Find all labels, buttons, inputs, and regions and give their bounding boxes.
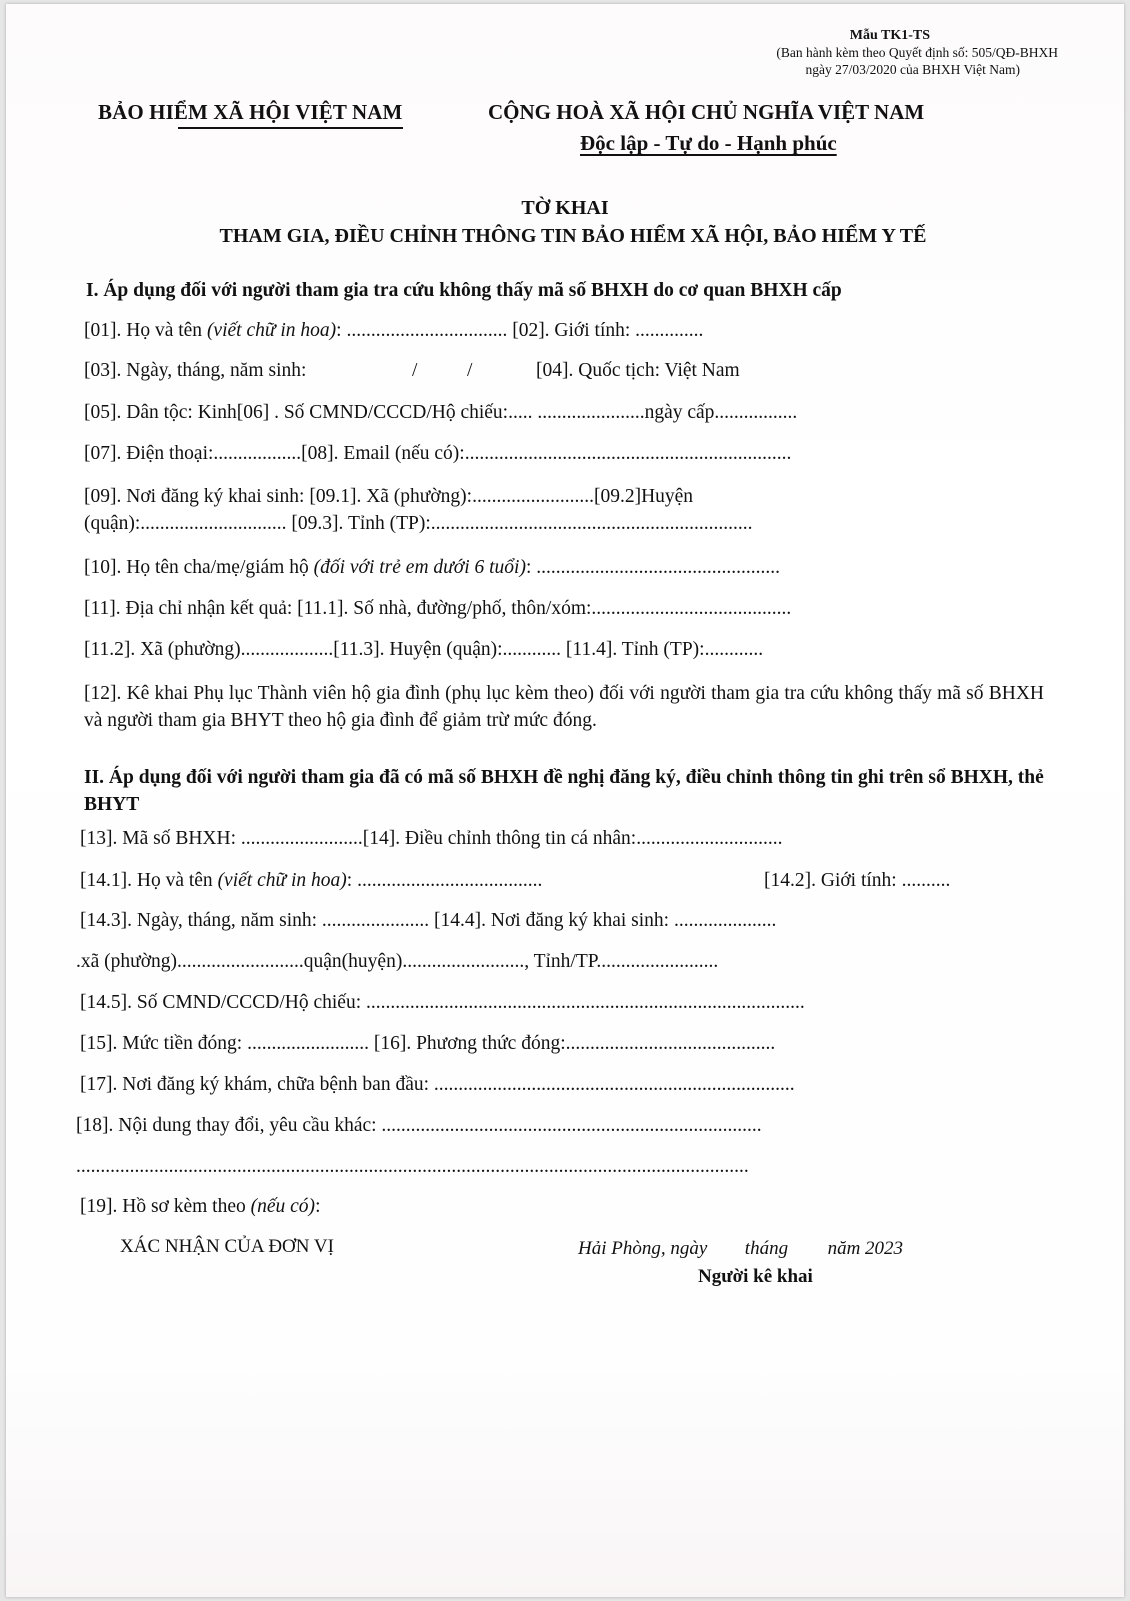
form-title: TỜ KHAI bbox=[521, 197, 609, 219]
field-14-1-label: [14.1]. Họ và tên bbox=[80, 870, 218, 891]
field-10-fill[interactable]: : .................................................. bbox=[525, 557, 780, 578]
unit-confirmation-label: XÁC NHẬN CỦA ĐƠN VỊ bbox=[120, 1236, 334, 1257]
field-13-14[interactable]: [13]. Mã số BHXH: .........................[14]. Điều chỉnh thông tin cá nhân:.............................. bbox=[80, 828, 783, 849]
field-10-label: [10]. Họ tên cha/mẹ/giám hộ bbox=[84, 557, 314, 578]
field-14-1[interactable] bbox=[80, 870, 542, 892]
form-code: Mẫu TK1-TS bbox=[849, 28, 930, 43]
field-01-02[interactable] bbox=[84, 320, 703, 342]
year-label: năm 2023 bbox=[827, 1238, 904, 1259]
date-separator: / bbox=[412, 360, 418, 381]
field-09-line2[interactable]: (quận):.............................. [09.3]. Tỉnh (TP):.................................................................. bbox=[84, 513, 753, 534]
field-18-continued[interactable]: .......................................................................................................................................... bbox=[76, 1156, 749, 1177]
issued-decision: (Ban hành kèm theo Quyết định số: 505/QĐ-BHXH bbox=[776, 45, 1058, 60]
month-label: tháng bbox=[744, 1238, 789, 1259]
field-15-16[interactable]: [15]. Mức tiền đóng: ......................... [16]. Phương thức đóng:........................................... bbox=[80, 1033, 776, 1054]
field-05-06[interactable]: [05]. Dân tộc: Kinh[06] . Số CMND/CCCD/Hộ chiếu:..... ......................ngày cấp................. bbox=[84, 402, 798, 423]
field-07-08[interactable]: [07]. Điện thoại:..................[08]. Email (nếu có):................................................................... bbox=[84, 443, 792, 464]
signer-label: Người kê khai bbox=[698, 1266, 813, 1287]
field-19[interactable] bbox=[80, 1196, 320, 1218]
field-17[interactable]: [17]. Nơi đăng ký khám, chữa bệnh ban đầu: .......................................................................... bbox=[80, 1074, 795, 1095]
field-18[interactable]: [18]. Nội dung thay đổi, yêu cầu khác: .............................................................................. bbox=[76, 1115, 762, 1136]
field-03[interactable] bbox=[84, 360, 306, 382]
field-01-label: [01]. Họ và tên bbox=[84, 320, 207, 341]
field-01-hint: (viết chữ in hoa) bbox=[206, 320, 337, 341]
date-separator: / bbox=[467, 360, 473, 381]
agency-name: BẢO HIỂM XÃ HỘI VIỆT NAM bbox=[98, 100, 403, 124]
field-14-1-fill[interactable]: : ...................................... bbox=[346, 870, 543, 891]
field-14-3-14-4[interactable]: [14.3]. Ngày, tháng, năm sinh: ...................... [14.4]. Nơi đăng ký khai sinh: ..................... bbox=[80, 910, 777, 931]
field-03-label: [03]. Ngày, tháng, năm sinh: bbox=[84, 360, 307, 381]
field-14-2[interactable]: [14.2]. Giới tính: .......... bbox=[764, 870, 951, 891]
field-14-1-hint: (viết chữ in hoa) bbox=[217, 870, 347, 891]
field-12: [12]. Kê khai Phụ lục Thành viên hộ gia đình (phụ lục kèm theo) đối với người tham gia tra cứu không thấy mã số BHXH và người tham gia BHYT theo hộ gia đình để giảm trừ mức đóng. bbox=[84, 683, 1044, 731]
section-2-heading: II. Áp dụng đối với người tham gia đã có mã số BHXH đề nghị đăng ký, điều chỉnh thông tin ghi trên sổ BHXH, thẻ BHYT bbox=[84, 767, 1044, 815]
form-code-block bbox=[0, 28, 1058, 78]
field-19-label: [19]. Hồ sơ kèm theo bbox=[80, 1196, 251, 1217]
section-1-heading: I. Áp dụng đối với người tham gia tra cứu không thấy mã số BHXH do cơ quan BHXH cấp bbox=[86, 280, 842, 301]
field-14-4-address[interactable]: .xã (phường)..........................quận(huyện)........................., Tỉnh/TP......................... bbox=[76, 951, 719, 972]
nation-name: CỘNG HOÀ XÃ HỘI CHỦ NGHĨA VIỆT NAM bbox=[488, 100, 925, 124]
form-subtitle: THAM GIA, ĐIỀU CHỈNH THÔNG TIN BẢO HIỂM XÃ HỘI, BẢO HIỂM Y TẾ bbox=[219, 225, 927, 247]
field-19-colon: : bbox=[315, 1196, 321, 1217]
field-19-hint: (nếu có) bbox=[250, 1196, 316, 1217]
field-11[interactable]: [11]. Địa chỉ nhận kết quả: [11.1]. Số nhà, đường/phố, thôn/xóm:......................................... bbox=[84, 598, 792, 619]
issued-date: ngày 27/03/2020 của BHXH Việt Nam) bbox=[805, 62, 1020, 77]
national-motto: Độc lập - Tự do - Hạnh phúc bbox=[580, 131, 837, 155]
place-day: Hải Phòng, ngày bbox=[578, 1238, 708, 1259]
field-14-5[interactable]: [14.5]. Số CMND/CCCD/Hộ chiếu: .......................................................................................... bbox=[80, 992, 805, 1013]
field-10[interactable] bbox=[84, 557, 780, 579]
field-01-02-fill[interactable]: : ................................. [02]. Giới tính: .............. bbox=[336, 320, 704, 341]
field-04-nationality: [04]. Quốc tịch: Việt Nam bbox=[536, 360, 740, 381]
place-date-line bbox=[578, 1238, 903, 1260]
field-10-hint: (đối với trẻ em dưới 6 tuổi) bbox=[313, 557, 526, 578]
field-11-2[interactable]: [11.2]. Xã (phường)...................[11.3]. Huyện (quận):............ [11.4]. Tỉnh (TP):............ bbox=[84, 639, 764, 660]
field-09-line1[interactable]: [09]. Nơi đăng ký khai sinh: [09.1]. Xã (phường):.........................[09.2]Huyện bbox=[84, 486, 694, 507]
agency-underline bbox=[178, 127, 403, 129]
